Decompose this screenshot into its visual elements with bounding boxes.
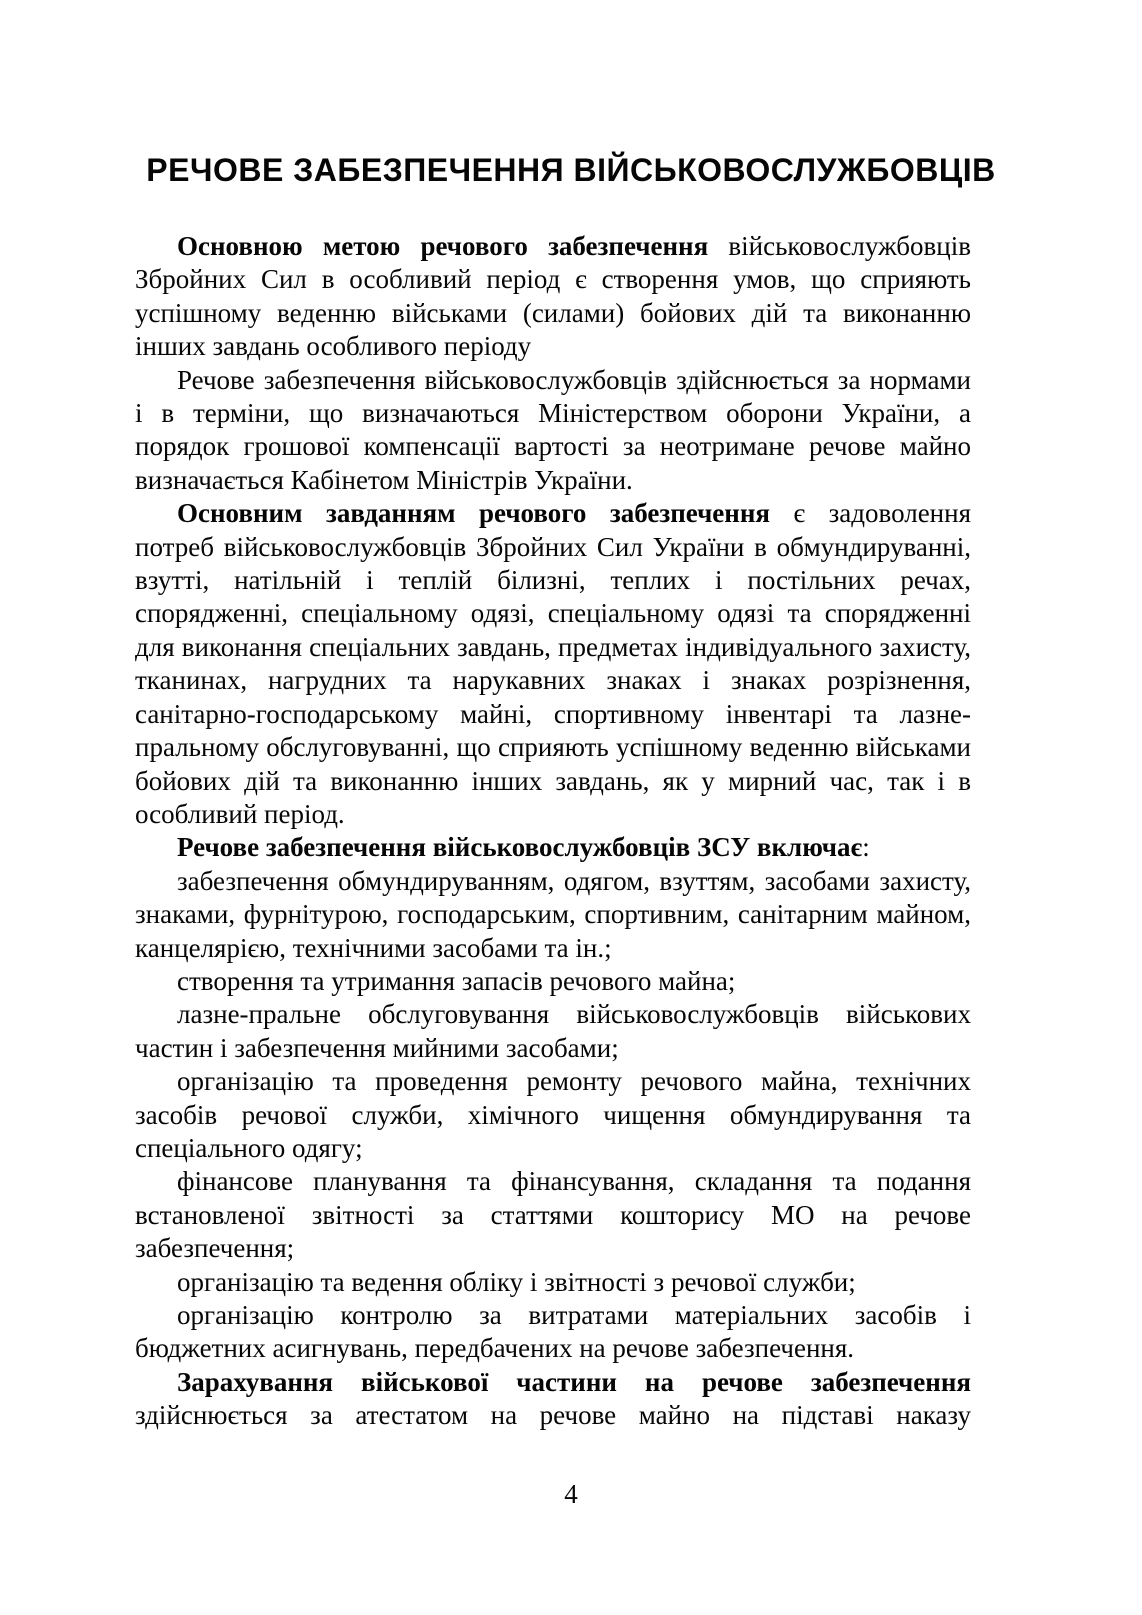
paragraph-lead-bold: Основним завданням речового забезпечення [177, 498, 771, 529]
paragraph-norms [135, 364, 971, 498]
paragraph-text: лазне-пральне обслуговування військовослужбовців військових частин і забезпечення мийними засобами; [135, 999, 971, 1063]
list-item-accounting [135, 1266, 971, 1299]
paragraph-text: фінансове планування та фінансування, складання та подання встановленої звітності за статтями кошторису МО на речове забезпечення; [135, 1166, 971, 1264]
paragraph-text: : [862, 832, 870, 863]
document-body [135, 230, 971, 1433]
list-item-stocks [135, 965, 971, 998]
list-item-finance [135, 1165, 971, 1265]
paragraph-main-goal [135, 230, 971, 364]
paragraph-text: організацію та проведення ремонту речового майна, технічних засобів речової служби, хімічного чищення обмундирування та спеціального одягу; [135, 1066, 971, 1163]
paragraph-enrollment [135, 1366, 971, 1433]
paragraph-main-task [135, 497, 971, 831]
page-number: 4 [564, 1479, 578, 1509]
paragraph-text: організацію та ведення обліку і звітності з речової служби; [177, 1266, 856, 1297]
section-heading-includes [135, 831, 971, 864]
paragraph-text: є задоволення потреб військовослужбовців Збройних Сил України в обмундируванні, взутті, натільній і теплій білизні, теплих і постільних речах, спорядженні, спеціальному одязі, спеціальному одязі та спорядженні для виконання спеціальних завдань, предметах індивідуального захисту, тканинах, нагрудних та нарукавних знаках і знаках розрізнення, санітарно-господарському майні, спортивному інвентарі та лазне-пральному обслуговуванні, що сприяють успішному веденню військами бойових дій та виконанню інших завдань, як у мирний час, так і в особливий період. [135, 498, 971, 829]
paragraph-lead-bold: Зарахування військової частини на речове забезпечення [177, 1366, 971, 1397]
list-item-repair [135, 1065, 971, 1165]
paragraph-text: Речове забезпечення військовослужбовців здійснюється за нормами і в терміни, що визначаються Міністерством оборони України, а порядок грошової компенсації вартості за неотримане речове майно визначається Кабінетом Міністрів України. [135, 364, 971, 495]
paragraph-text: організацію контролю за витратами матеріальних засобів і бюджетних асигнувань, передбачених на речове забезпечення. [135, 1300, 971, 1364]
paragraph-text: військовослужбовців Збройних Сил в особливий період є створення умов, що сприяють успішному веденню військами (силами) бойових дій та виконанню інших завдань особливого періоду [135, 231, 971, 362]
page-title: РЕЧОВЕ ЗАБЕЗПЕЧЕННЯ ВІЙСЬКОВОСЛУЖБОВЦІВ [146, 152, 996, 188]
list-item-control [135, 1299, 971, 1366]
list-item-laundry [135, 998, 971, 1065]
paragraph-lead-bold: Речове забезпечення військовослужбовців ЗСУ включає [177, 832, 863, 863]
paragraph-lead-bold: Основною метою речового забезпечення [177, 231, 709, 261]
list-item-provision [135, 865, 971, 965]
paragraph-text: здійснюється за атестатом на речове майно на підставі наказу [135, 1400, 971, 1431]
paragraph-text: створення та утримання запасів речового майна; [177, 965, 736, 996]
paragraph-text: забезпечення обмундируванням, одягом, взуттям, засобами захисту, знаками, фурнітурою, господарським, спортивним, санітарним майном, канцелярією, технічними засобами та ін.; [135, 865, 971, 963]
